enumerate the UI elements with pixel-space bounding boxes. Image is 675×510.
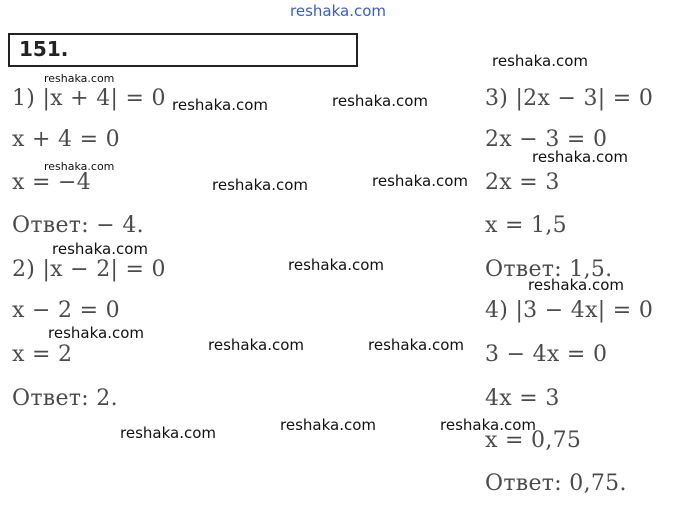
p4-step2: 4x = 3 [485,386,560,411]
watermark: reshaka.com [172,96,268,114]
p4-step1: 3 − 4x = 0 [485,342,608,367]
p2-step1: x − 2 = 0 [12,298,120,323]
watermark: reshaka.com [212,176,308,194]
p4-step3: x = 0,75 [485,428,582,453]
watermark: reshaka.com [44,160,115,173]
p2-equation: 2) |x − 2| = 0 [12,257,166,282]
watermark: reshaka.com [528,276,624,294]
watermark: reshaka.com [280,416,376,434]
p4-answer: Ответ: 0,75. [485,471,627,496]
problem-number: 151. [19,37,69,61]
watermark: reshaka.com [120,424,216,442]
watermark: reshaka.com [372,172,468,190]
p1-step1: x + 4 = 0 [12,127,120,152]
p2-step2: x = 2 [12,342,73,367]
p1-step2: x = −4 [12,170,92,195]
watermark: reshaka.com [532,148,628,166]
problem-number-box [8,33,358,67]
watermark: reshaka.com [48,324,144,342]
p3-equation: 3) |2x − 3| = 0 [485,86,654,111]
watermark: reshaka.com [368,336,464,354]
watermark: reshaka.com [52,240,148,258]
watermark: reshaka.com [440,416,536,434]
watermark: reshaka.com [288,256,384,274]
p1-answer: Ответ: − 4. [12,213,144,238]
p3-step2: 2x = 3 [485,170,560,195]
p3-answer: Ответ: 1,5. [485,257,613,282]
p3-step3: x = 1,5 [485,213,567,238]
watermark: reshaka.com [332,92,428,110]
p3-step1: 2x − 3 = 0 [485,127,608,152]
p2-answer: Ответ: 2. [12,386,118,411]
top-watermark: reshaka.com [290,2,386,20]
p4-equation: 4) |3 − 4x| = 0 [485,298,654,323]
watermark: reshaka.com [208,336,304,354]
watermark: reshaka.com [44,72,115,85]
watermark: reshaka.com [492,52,588,70]
p1-equation: 1) |x + 4| = 0 [12,86,166,111]
